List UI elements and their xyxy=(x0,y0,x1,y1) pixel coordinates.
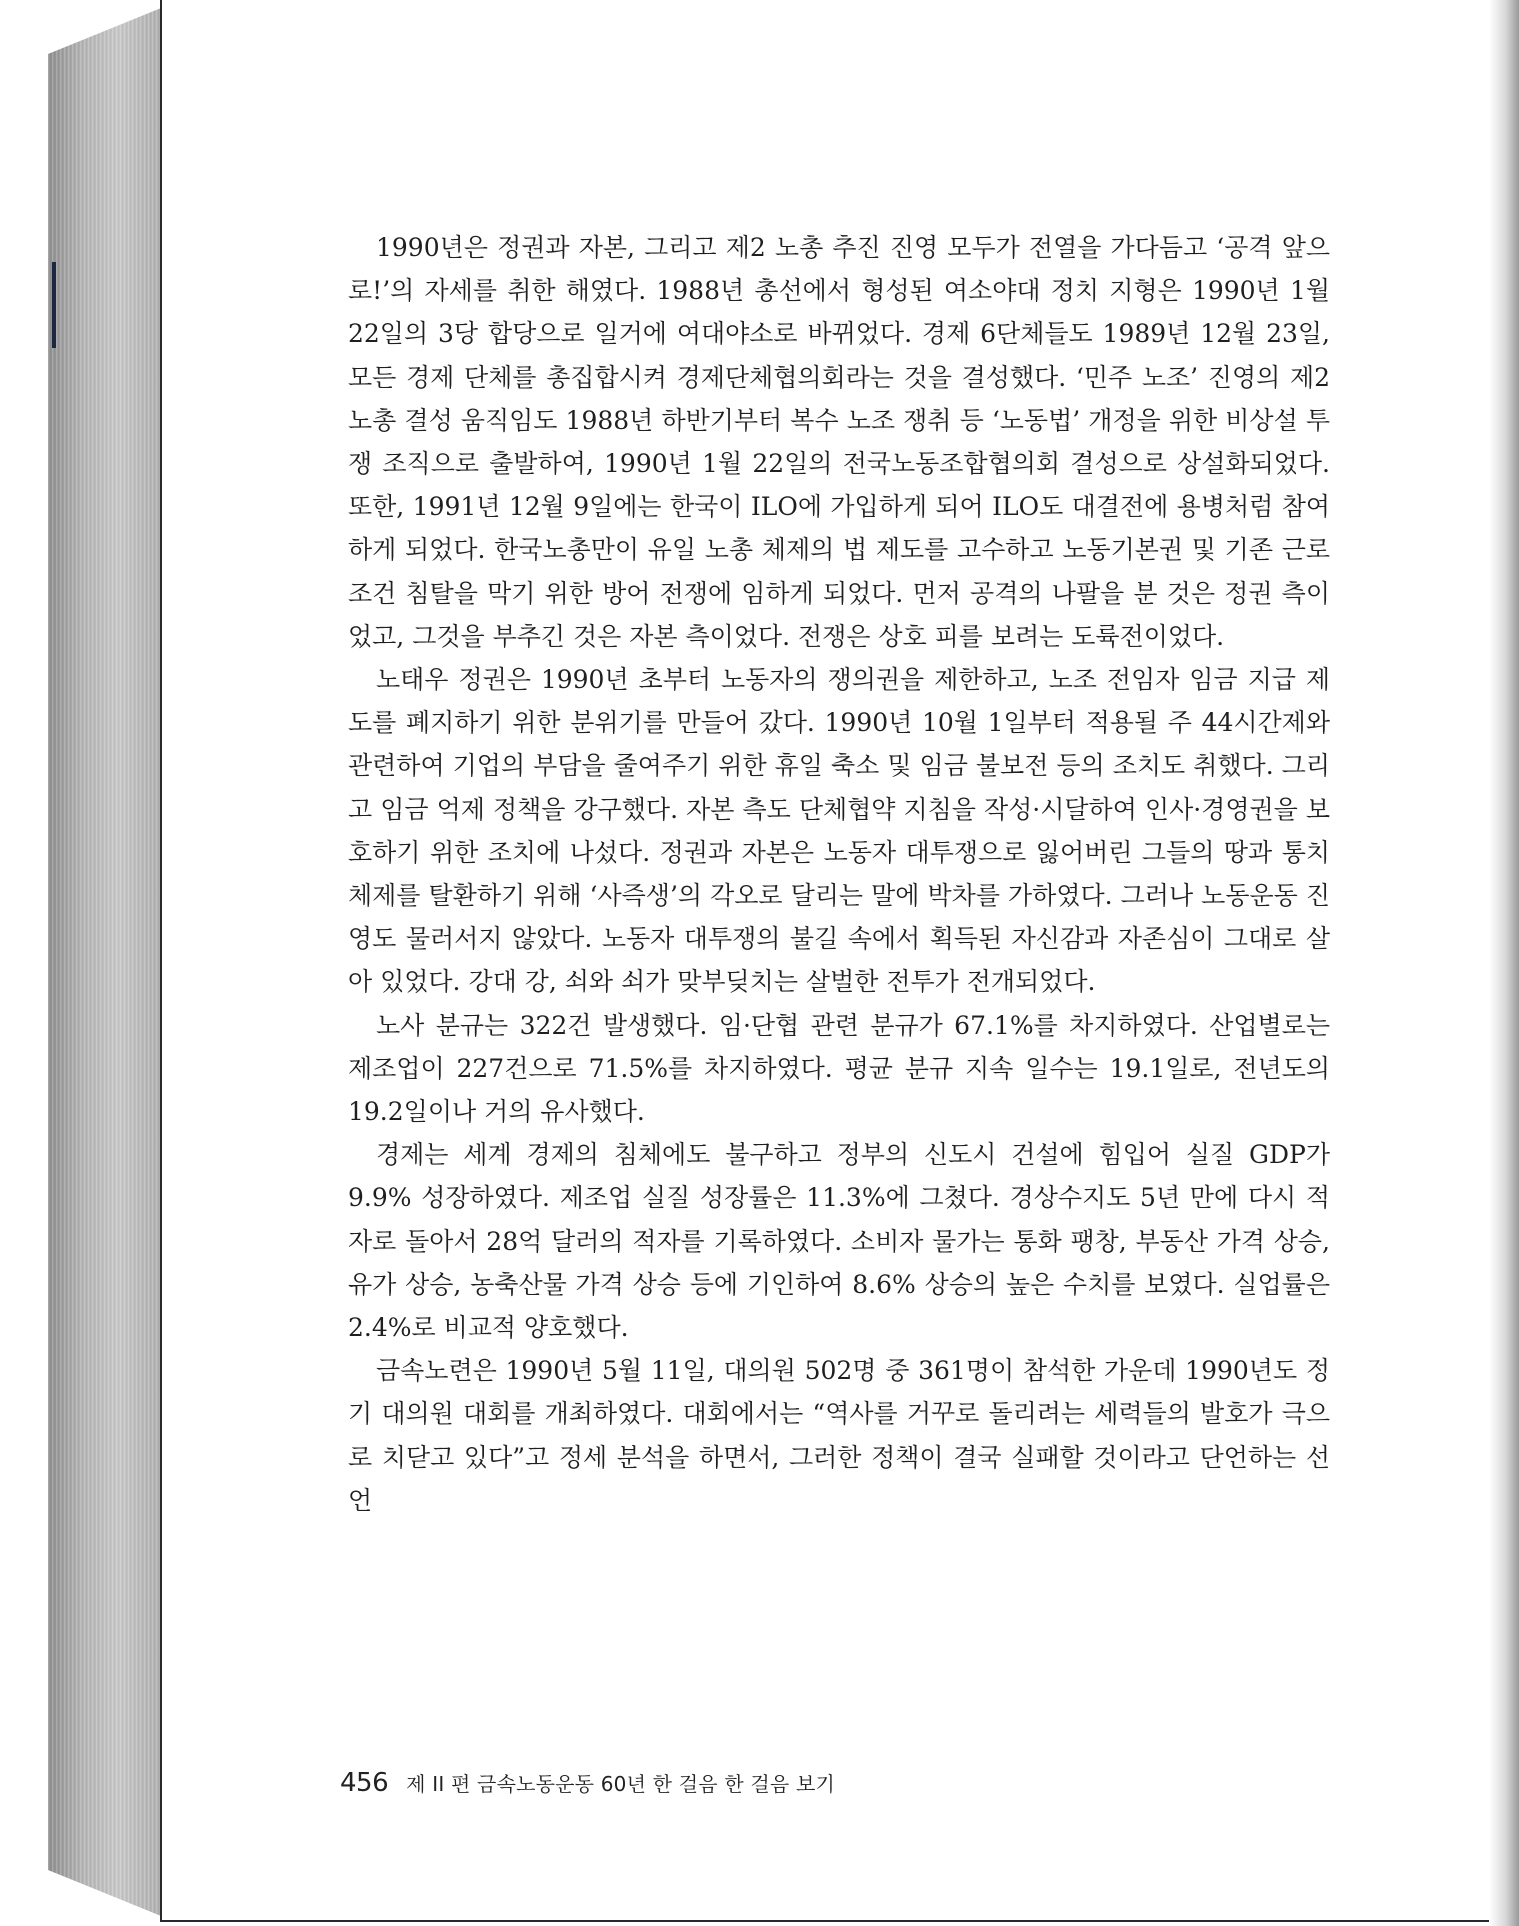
paragraph-2: 노태우 정권은 1990년 초부터 노동자의 쟁의권을 제한하고, 노조 전임자 임금 지급 제도를 폐지하기 위한 분위기를 만들어 갔다. 1990년 10월 1일부터 적용될 주 44시간제와 관련하여 기업의 부담을 줄여주기 위한 휴일 축소 및 임금 불보전 등의 조치도 취했다. 그리고 임금 억제 정책을 강구했다. 자본 측도 단체협약 지침을 작성·시달하여 인사·경영권을 보호하기 위한 조치에 나섰다. 정권과 자본은 노동자 대투쟁으로 잃어버린 그들의 땅과 통치 체제를 탈환하기 위해 ‘사즉생’의 각오로 달리는 말에 박차를 가하였다. 그러나 노동운동 진영도 물러서지 않았다. 노동자 대투쟁의 불길 속에서 획득된 자신감과 자존심이 그대로 살아 있었다. 강대 강, 쇠와 쇠가 맞부딪치는 살벌한 전투가 전개되었다. xyxy=(348,665,1330,997)
paragraph-4: 경제는 세계 경제의 침체에도 불구하고 정부의 신도시 건설에 힘입어 실질 GDP가 9.9% 성장하였다. 제조업 실질 성장률은 11.3%에 그쳤다. 경상수지도 5년 만에 다시 적자로 돌아서 28억 달러의 적자를 기록하였다. 소비자 물가는 통화 팽창, 부동산 가격 상승, 유가 상승, 농축산물 가격 상승 등에 기인하여 8.6% 상승의 높은 수치를 보였다. 실업률은 2.4%로 비교적 양호했다. xyxy=(348,1140,1330,1343)
page-footer xyxy=(340,1768,835,1798)
book-page-edge-lines xyxy=(48,6,166,1918)
paragraph-3: 노사 분규는 322건 발생했다. 임·단협 관련 분규가 67.1%를 차지하였다. 산업별로는 제조업이 227건으로 71.5%를 차지하였다. 평균 분규 지속 일수는 19.1일로, 전년도의 19.2일이나 거의 유사했다. xyxy=(348,1010,1330,1127)
spine-bookmark-mark xyxy=(52,262,56,348)
page-number: 456 xyxy=(340,1768,389,1798)
paragraph-5: 금속노련은 1990년 5월 11일, 대의원 502명 중 361명이 참석한 가운데 1990년도 정기 대의원 대회를 개최하였다. 대회에서는 “역사를 거꾸로 돌리려는 세력들의 발호가 극으로 치닫고 있다”고 정세 분석을 하면서, 그러한 정책이 결국 실패할 것이라고 단언하는 선언 xyxy=(348,1356,1330,1515)
running-head: 제 II 편 금속노동운동 60년 한 걸음 한 걸음 보기 xyxy=(406,1772,836,1796)
paragraph-1: 1990년은 정권과 자본, 그리고 제2 노총 추진 진영 모두가 전열을 가다듬고 ‘공격 앞으로!’의 자세를 취한 해였다. 1988년 총선에서 형성된 여소야대 정치 지형은 1990년 1월 22일의 3당 합당으로 일거에 여대야소로 바뀌었다. 경제 6단체들도 1989년 12월 23일, 모든 경제 단체를 총집합시켜 경제단체협의회라는 것을 결성했다. ‘민주 노조’ 진영의 제2 노총 결성 움직임도 1988년 하반기부터 복수 노조 쟁취 등 ‘노동법’ 개정을 위한 비상설 투쟁 조직으로 출발하여, 1990년 1월 22일의 전국노동조합협의회 결성으로 상설화되었다. 또한, 1991년 12월 9일에는 한국이 ILO에 가입하게 되어 ILO도 대결전에 용병처럼 참여하게 되었다. 한국노총만이 유일 노총 체제의 법 제도를 고수하고 노동기본권 및 기존 근로조건 침탈을 막기 위한 방어 전쟁에 임하게 되었다. 먼저 공격의 나팔을 분 것은 정권 측이었고, 그것을 부추긴 것은 자본 측이었다. 전쟁은 상호 피를 보려는 도륙전이었다. xyxy=(348,233,1330,651)
body-text xyxy=(348,226,1330,1522)
page-right-shadow xyxy=(1489,0,1519,1926)
